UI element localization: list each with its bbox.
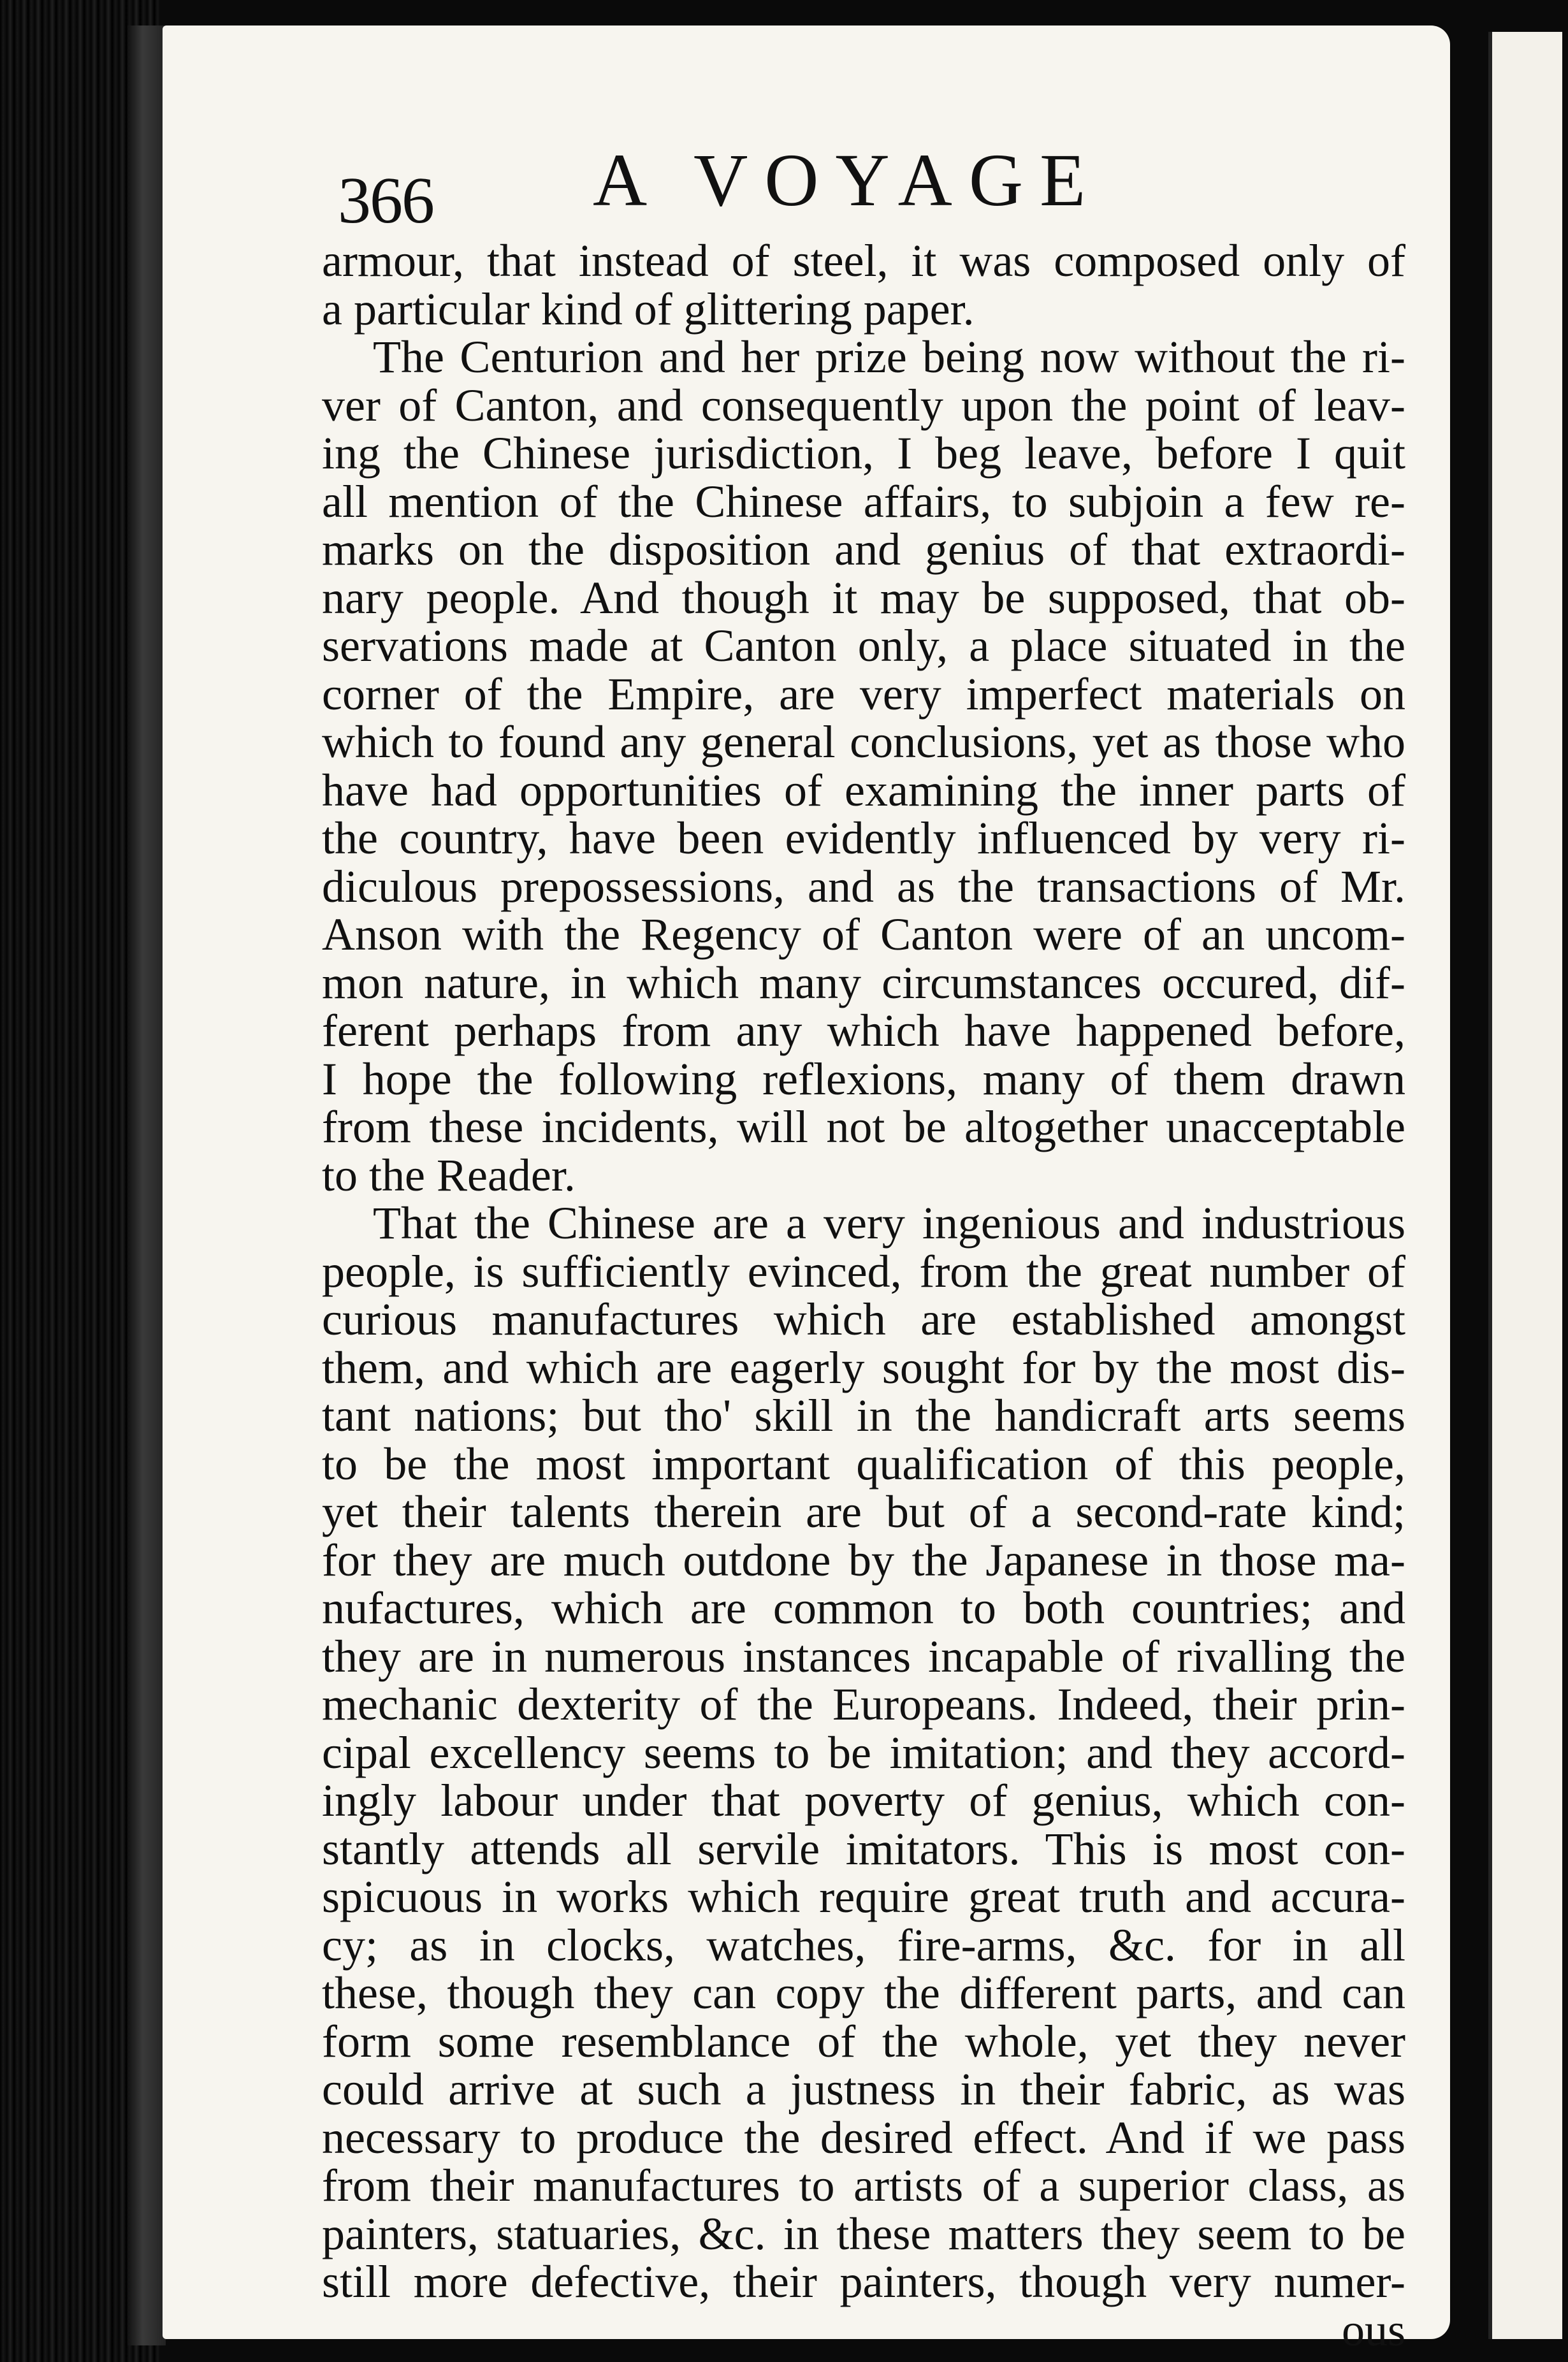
text-line: all mention of the Chinese affairs, to subjoin a few re- xyxy=(322,475,1405,527)
text-line: for they are much outdone by the Japanese in those ma- xyxy=(322,1534,1405,1586)
page-number: 366 xyxy=(338,164,433,237)
text-line: mechanic dexterity of the Europeans. Indeed, their prin- xyxy=(322,1679,1405,1730)
text-line: nufactures, which are common to both countries; and xyxy=(322,1583,1405,1634)
text-line: ferent perhaps from any which have happened before, xyxy=(322,1005,1405,1056)
text-line: from their manufactures to artists of a superior class, as xyxy=(322,2160,1405,2211)
text-line: necessary to produce the desired effect. And if we pass xyxy=(322,2112,1405,2163)
text-line: diculous prepossessions, and as the transactions of Mr. xyxy=(322,860,1405,912)
text-line: Anson with the Regency of Canton were of an uncom- xyxy=(322,909,1405,960)
text-line: they are in numerous instances incapable of rivalling the xyxy=(322,1630,1405,1682)
text-line: cipal excellency seems to be imitation; and they accord- xyxy=(322,1727,1405,1778)
text-line: armour, that instead of steel, it was composed only of xyxy=(322,235,1405,286)
text-line: I hope the following reflexions, many of them drawn xyxy=(322,1053,1405,1105)
text-line: still more defective, their painters, though very numer- xyxy=(322,2256,1405,2307)
text-line: spicuous in works which require great truth and accura- xyxy=(322,1871,1405,1922)
text-line: servations made at Canton only, a place situated in the xyxy=(322,620,1405,671)
text-line: cy; as in clocks, watches, fire-arms, &c. for in all xyxy=(322,1919,1405,1971)
text-line: ver of Canton, and consequently upon the point of leav- xyxy=(322,379,1405,431)
text-line: stantly attends all servile imitators. This is most con- xyxy=(322,1823,1405,1874)
text-line: which to found any general conclusions, yet as those who xyxy=(322,716,1405,767)
text-line: have had opportunities of examining the inner parts of xyxy=(322,764,1405,816)
text-line: corner of the Empire, are very imperfect materials on xyxy=(322,668,1405,720)
text-line: marks on the disposition and genius of that extraordi- xyxy=(322,524,1405,575)
body-text xyxy=(322,237,1405,2354)
text-line: tant nations; but tho' skill in the handicraft arts seems xyxy=(322,1390,1405,1441)
text-line: to be the most important qualification of this people, xyxy=(322,1438,1405,1489)
text-line: painters, statuaries, &c. in these matters they seem to be xyxy=(322,2208,1405,2259)
text-line: people, is sufficiently evinced, from the great number of xyxy=(322,1245,1405,1297)
text-line: ingly labour under that poverty of genius, which con- xyxy=(322,1775,1405,1826)
running-head xyxy=(338,137,1421,237)
paragraph-start-line: That the Chinese are a very ingenious and industrious xyxy=(373,1198,1405,1249)
text-line: yet their talents therein are but of a second-rate kind; xyxy=(322,1486,1405,1537)
text-line: mon nature, in which many circumstances occured, dif- xyxy=(322,957,1405,1008)
text-line: could arrive at such a justness in their fabric, as was xyxy=(322,2064,1405,2115)
text-line: these, though they can copy the different parts, and can xyxy=(322,1967,1405,2018)
page-stack-edge xyxy=(127,25,166,2345)
text-line: them, and which are eagerly sought for by the most dis- xyxy=(322,1342,1405,1393)
text-line: from these incidents, will not be altogether unacceptable xyxy=(322,1101,1405,1152)
text-line: curious manufactures which are established amongst xyxy=(322,1294,1405,1345)
text-line: ing the Chinese jurisdiction, I beg leave, before I quit xyxy=(322,428,1405,479)
text-line: nary people. And though it may be supposed, that ob- xyxy=(322,572,1405,623)
text-line: a particular kind of glittering paper. xyxy=(322,283,975,335)
catchword: ous xyxy=(1341,2304,1405,2356)
running-title: A VOYAGE xyxy=(593,138,1103,222)
text-line: to the Reader. xyxy=(322,1149,576,1201)
paragraph-start-line: The Centurion and her prize being now without the ri- xyxy=(373,331,1405,382)
text-line: the country, have been evidently influenced by very ri- xyxy=(322,813,1405,864)
text-line: form some resemblance of the whole, yet they never xyxy=(322,2015,1405,2067)
facing-page-edge xyxy=(1488,32,1562,2339)
